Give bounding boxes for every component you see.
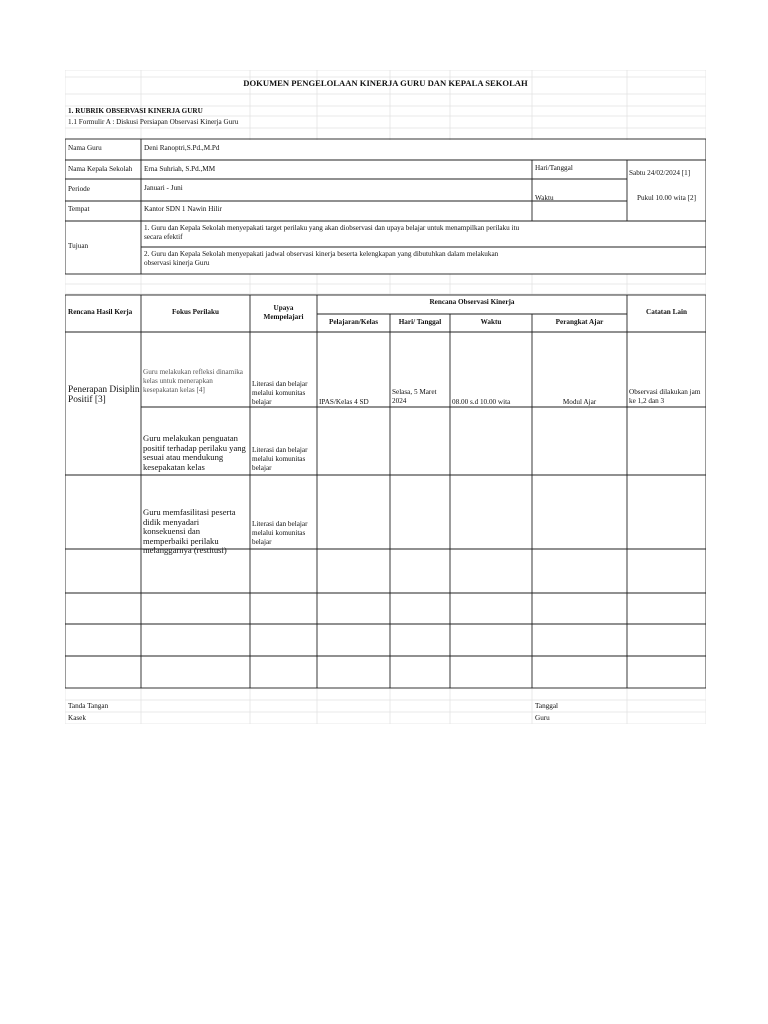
tempat-value: Kantor SDN 1 Nawin Hilir: [144, 205, 222, 213]
row1-catatan: Observasi dilakukan jam ke 1,2 dan 3: [629, 388, 701, 405]
tujuan-item-2: 2. Guru dan Kepala Sekolah menyepakati jadwal observasi kinerja beserta kelengkapan yang dibutuhkan dalam melakukan observasi kinerja Guru: [144, 250, 499, 267]
periode-value: Januari - Juni: [144, 184, 183, 192]
nama-guru-value: Deni Ranoptri,S.Pd.,M.Pd: [144, 144, 220, 152]
row2-fokus: Guru melakukan penguatan positif terhadap perilaku yang sesuai atau mendukung kesepakatan kelas: [143, 433, 246, 472]
row1-perangkat: Modul Ajar: [562, 398, 597, 406]
row1-waktu: 08.00 s.d 10.00 wita: [452, 398, 511, 406]
periode-label: Periode: [68, 185, 90, 193]
document-sheet: [65, 70, 706, 724]
row1-hari: Selasa, 5 Maret 2024: [392, 388, 437, 405]
header-fokus: Fokus Perilaku: [172, 308, 219, 316]
tanggal-label: Tanggal: [535, 702, 559, 710]
header-upaya: Upaya Mempelajari: [263, 304, 304, 321]
tujuan-label: Tujuan: [68, 242, 89, 250]
header-rencana-hasil: Rencana Hasil Kerja: [68, 308, 133, 316]
row3-fokus: Guru memfasilitasi peserta didik menyadari konsekuensi dan memperbaiki perilaku melanggarnya (restitusi): [143, 507, 236, 556]
header-waktu: Waktu: [480, 318, 502, 326]
row1-upaya: Literasi dan belajar melalui komunitas belajar: [252, 380, 308, 406]
row2-upaya: Literasi dan belajar melalui komunitas belajar: [252, 446, 308, 472]
header-catatan: Catatan Lain: [646, 308, 687, 316]
row1-pelajaran: IPAS/Kelas 4 SD: [319, 398, 369, 406]
header-perangkat: Perangkat Ajar: [555, 318, 604, 326]
tanda-tangan-label: Tanda Tangan: [68, 702, 109, 710]
kepsek-value: Erna Suhriah, S.Pd.,MM: [144, 165, 216, 173]
row1-fokus: Guru melakukan refleksi dinamika kelas untuk menerapkan kesepakatan kelas [4]: [143, 368, 243, 394]
header-pelajaran: Pelajaran/Kelas: [328, 318, 379, 326]
kasek-label: Kasek: [68, 714, 86, 722]
document-title: DOKUMEN PENGELOLAAN KINERJA GURU DAN KEPALA SEKOLAH: [243, 78, 528, 88]
section-title: 1. RUBRIK OBSERVASI KINERJA GURU: [68, 107, 203, 115]
nama-guru-label: Nama Guru: [68, 144, 102, 152]
tempat-label: Tempat: [68, 205, 90, 213]
subsection-title: 1.1 Formulir A : Diskusi Persiapan Observasi Kinerja Guru: [68, 118, 239, 126]
waktu-value: Pukul 10.00 wita [2]: [636, 194, 697, 202]
guru-label: Guru: [535, 714, 550, 722]
header-hari: Hari/ Tanggal: [398, 318, 442, 326]
waktu-label: Waktu: [535, 194, 554, 202]
tujuan-item-1: 1. Guru dan Kepala Sekolah menyepakati target perilaku yang akan diobservasi dan upaya belajar untuk menampilkan perilaku itu secara efektif: [144, 224, 520, 241]
hari-tanggal-value: Sabtu 24/02/2024 [1]: [629, 169, 691, 177]
row3-upaya: Literasi dan belajar melalui komunitas belajar: [252, 520, 308, 546]
hari-tanggal-label: Hari/Tanggal: [535, 164, 573, 172]
kepsek-label: Nama Kepala Sekolah: [68, 165, 133, 173]
header-rencana-observasi: Rencana Observasi Kinerja: [429, 298, 515, 306]
result-label: Penerapan Disiplin Positif [3]: [68, 385, 140, 405]
